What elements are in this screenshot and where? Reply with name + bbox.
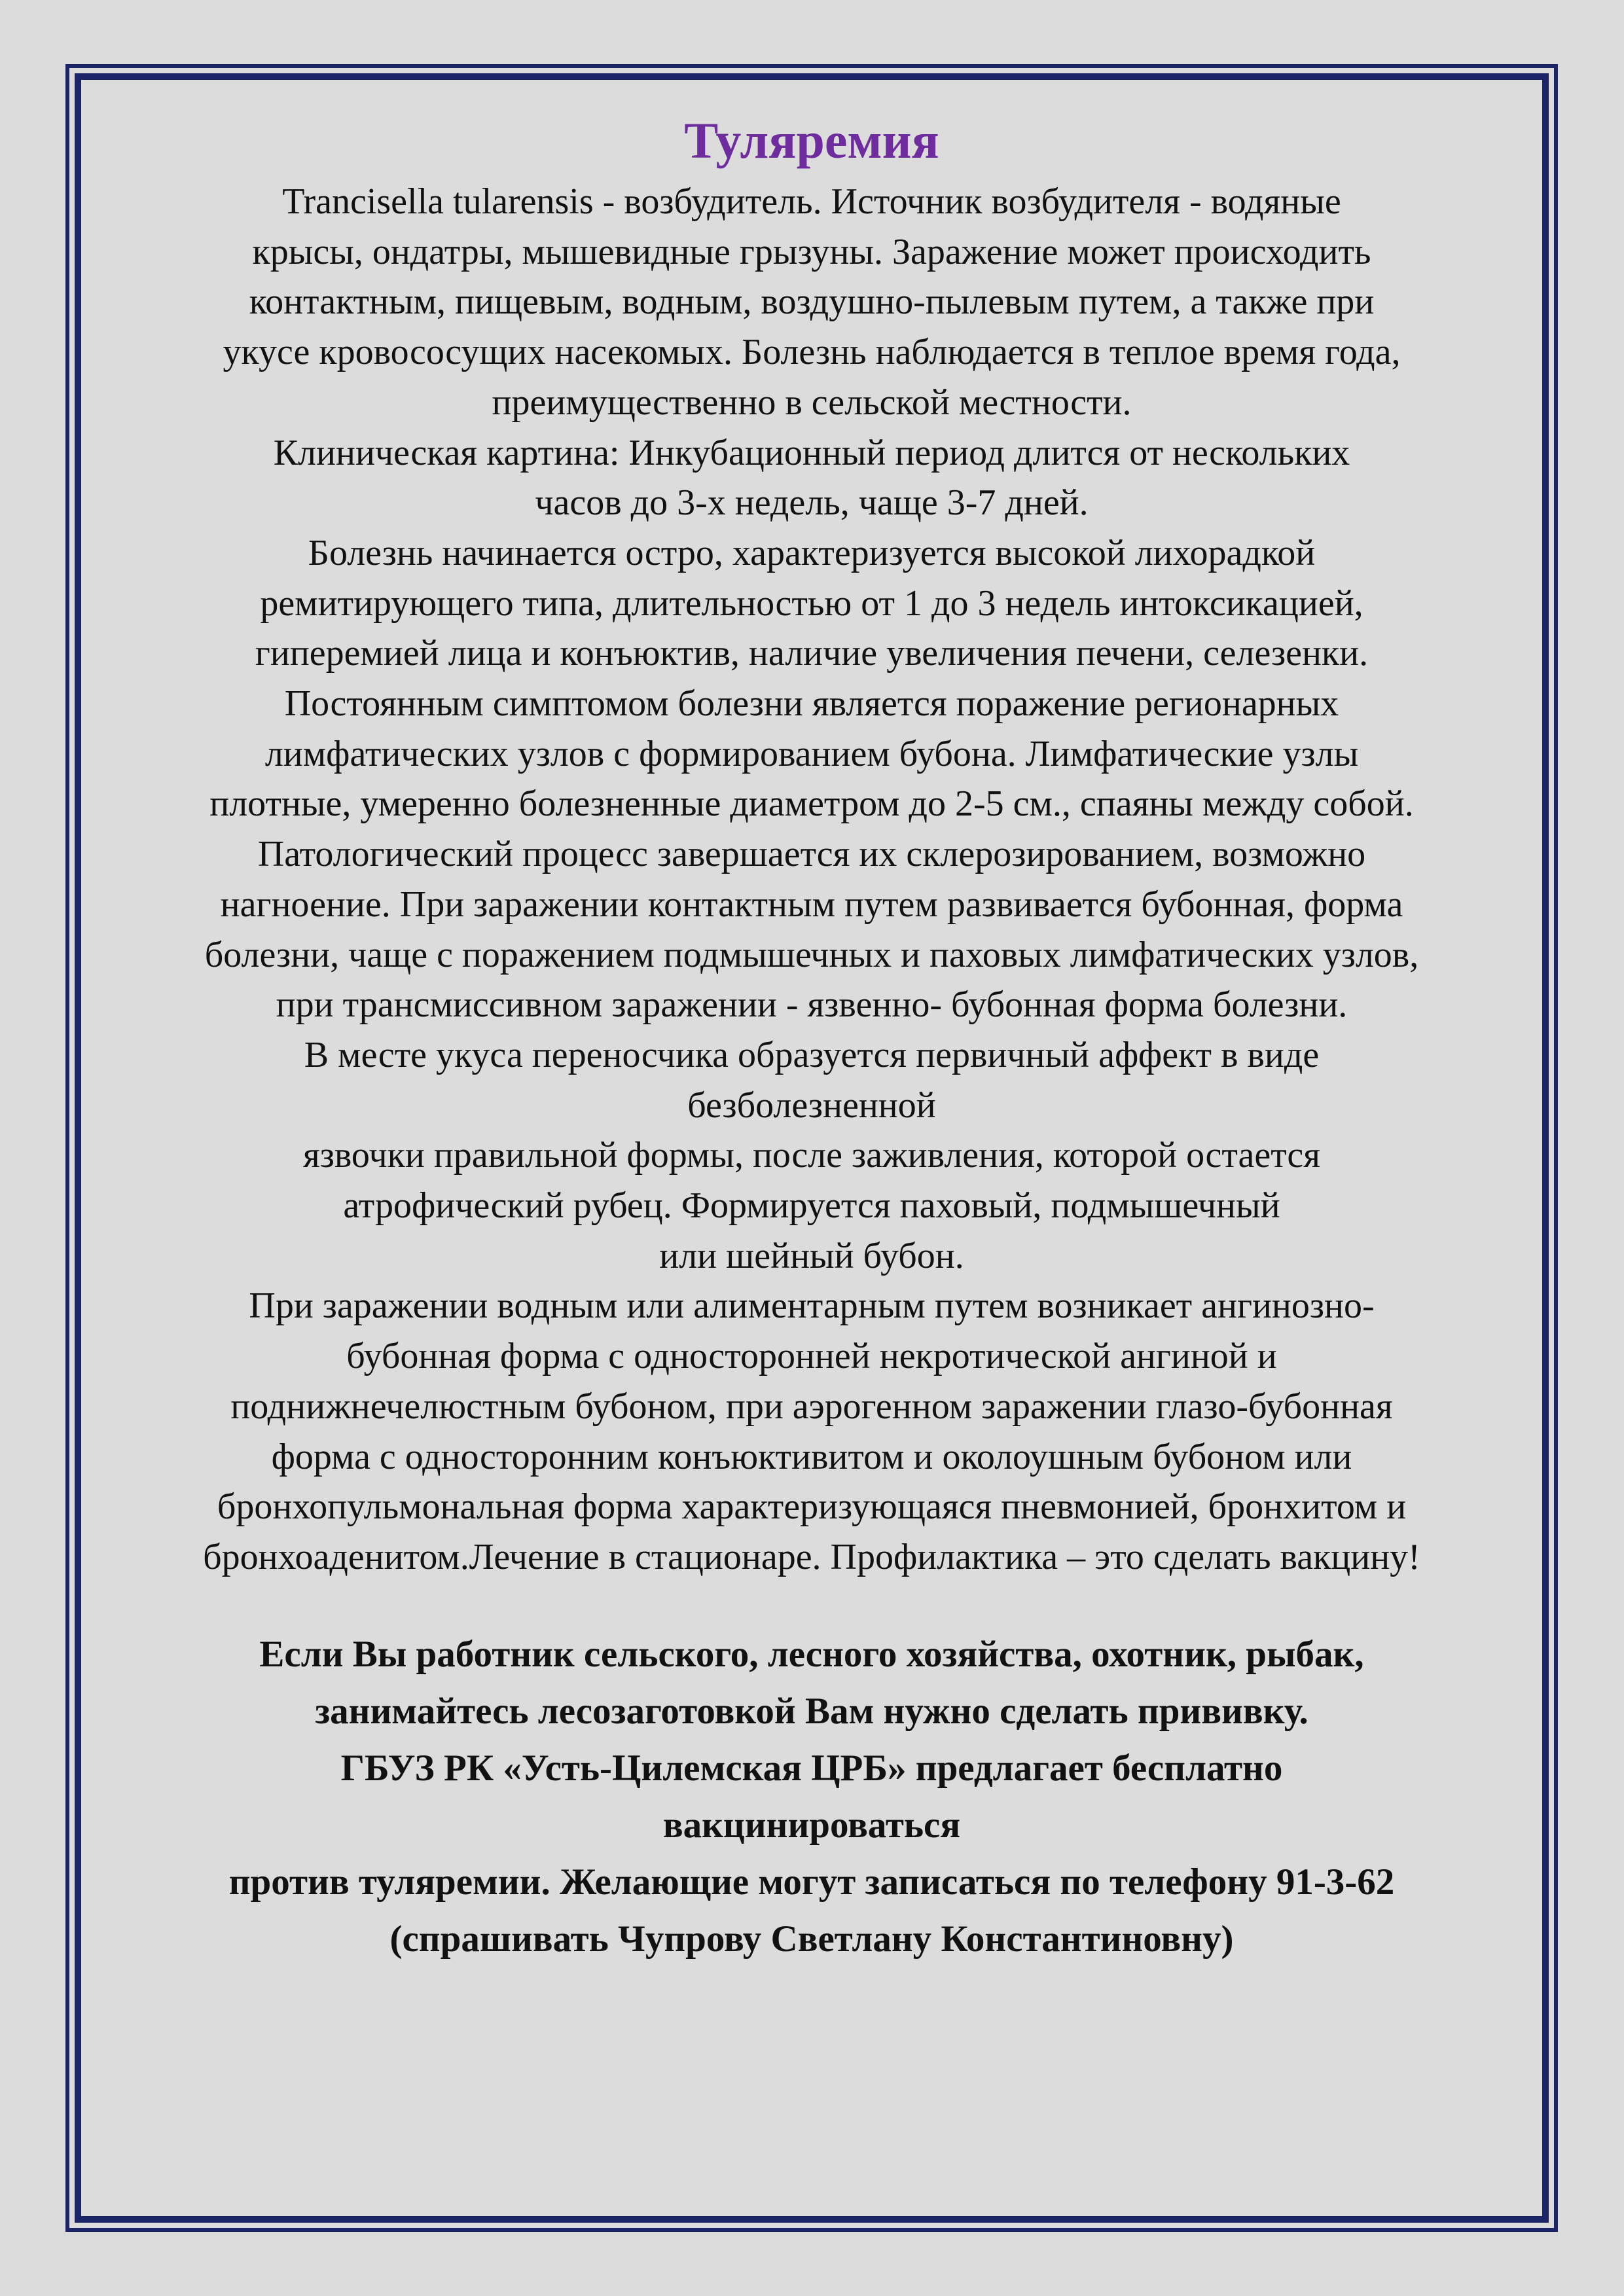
body-line: язвочки правильной формы, после заживления, которой остается xyxy=(302,1135,1321,1176)
body-line: преимущественно в сельской местности. xyxy=(492,382,1132,423)
body-line: бубонная форма с односторонней некротической ангиной и xyxy=(346,1336,1277,1377)
notice-line: Если Вы работник сельского, лесного хозяйства, охотник, рыбак, xyxy=(259,1633,1364,1675)
body-line: крысы, ондатры, мышевидные грызуны. Заражение может происходить xyxy=(252,231,1371,272)
document-title: Туляремия xyxy=(684,112,939,169)
body-line: Trancisella tularensis - возбудитель. Источник возбудителя - водяные xyxy=(282,181,1341,222)
body-line: Болезнь начинается остро, характеризуется высокой лихорадкой xyxy=(308,532,1316,573)
notice-line: занимайтесь лесозаготовкой Вам нужно сделать прививку. xyxy=(315,1690,1308,1732)
body-line: лимфатических узлов с формированием бубона. Лимфатические узлы xyxy=(264,733,1359,774)
body-line: Постоянным симптомом болезни является поражение регионарных xyxy=(284,683,1339,725)
body-line: укусе кровососущих насекомых. Болезнь наблюдается в теплое время года, xyxy=(223,332,1401,373)
body-line: болезни, чаще с поражением подмышечных и паховых лимфатических узлов, xyxy=(204,934,1419,975)
body-line: контактным, пищевым, водным, воздушно-пылевым путем, а также при xyxy=(249,281,1375,323)
body-line: при трансмиссивном заражении - язвенно- бубонная форма болезни. xyxy=(276,984,1348,1026)
body-line: плотные, умеренно болезненные диаметром до 2-5 см., спаяны между собой. xyxy=(209,783,1414,825)
body-line: поднижнечелюстным бубоном, при аэрогенном заражении глазо-бубонная xyxy=(230,1386,1393,1427)
body-line: часов до 3-х недель, чаще 3-7 дней. xyxy=(535,482,1089,524)
body-line: гиперемией лица и конъюктив, наличие увеличения печени, селезенки. xyxy=(255,633,1369,674)
vaccination-notice xyxy=(84,1626,1540,1967)
notice-line: (спрашивать Чупрову Светлану Константиновну) xyxy=(389,1918,1234,1960)
body-line: ремитирующего типа, длительностью от 1 до 3 недель интоксикацией, xyxy=(260,583,1363,624)
body-line: Клиническая картина: Инкубационный период длится от нескольких xyxy=(273,432,1350,473)
body-line: атрофический рубец. Формируется паховый, подмышечный xyxy=(343,1185,1280,1227)
body-line: или шейный бубон. xyxy=(659,1235,964,1276)
body-line: нагноение. При заражении контактным путем развивается бубонная, форма xyxy=(220,884,1403,925)
body-line: При заражении водным или алиментарным путем возникает ангинозно- xyxy=(249,1285,1375,1327)
document-content xyxy=(84,105,1540,1967)
notice-line: против туляремии. Желающие могут записаться по телефону 91-3-62 xyxy=(228,1861,1395,1903)
body-text xyxy=(84,177,1540,1583)
notice-line: вакцинироваться xyxy=(662,1804,961,1846)
body-line: бронхопульмональная форма характеризующаяся пневмонией, бронхитом и xyxy=(217,1486,1407,1528)
body-line: В месте укуса переносчика образуется первичный аффект в виде xyxy=(304,1034,1320,1075)
body-line: Патологический процесс завершается их склерозированием, возможно xyxy=(257,834,1366,875)
body-line: бронхоаденитом.Лечение в стационаре. Профилактика – это сделать вакцину! xyxy=(203,1536,1420,1577)
notice-line: ГБУЗ РК «Усть-Цилемская ЦРБ» предлагает бесплатно xyxy=(340,1747,1283,1789)
body-line: форма с односторонним конъюктивитом и околоушным бубоном или xyxy=(271,1436,1352,1477)
body-line: безболезненной xyxy=(687,1085,936,1126)
